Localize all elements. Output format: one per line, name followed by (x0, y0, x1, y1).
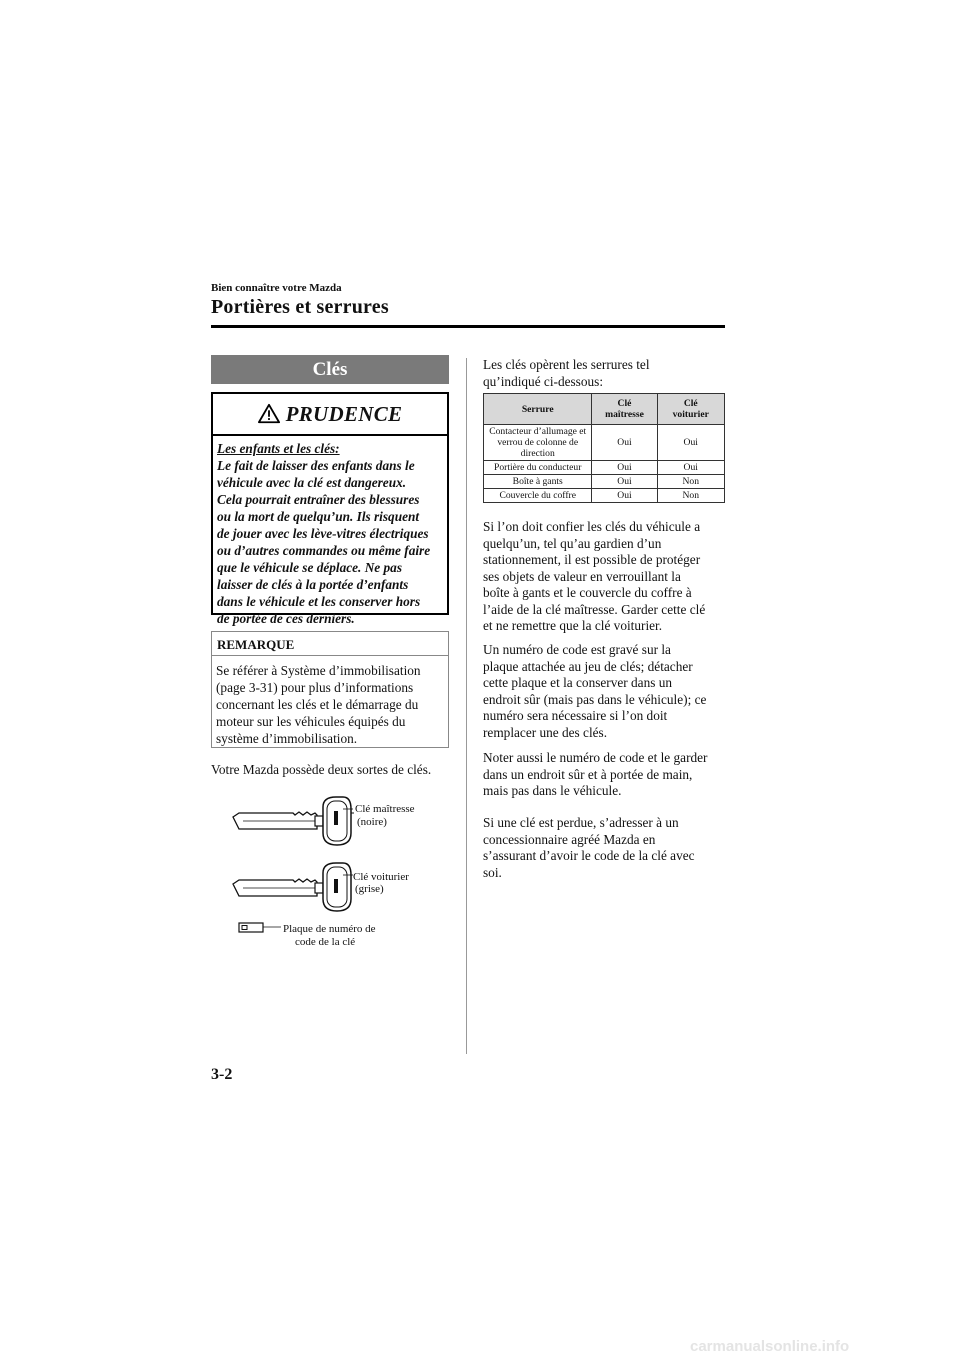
code-plate-label: Plaque de numéro de (283, 923, 376, 935)
note-box (211, 631, 449, 748)
caution-line: Le fait de laisser des enfants dans le (217, 458, 415, 473)
code-plate-icon (239, 923, 263, 932)
table-header (484, 394, 592, 425)
valet-key-label: Clé voiturier (353, 871, 409, 883)
note-text (212, 656, 448, 747)
watermark: carmanualsonline.info (690, 1338, 850, 1355)
caution-line: dans le véhicule et les conserver hors (217, 594, 421, 609)
note-title: REMARQUE (212, 632, 448, 656)
breadcrumb: Bien connaître votre Mazda (211, 282, 342, 294)
table-row (484, 489, 725, 503)
caution-line: de jouer avec les lève-vitres électriques (217, 526, 429, 541)
caution-heading: Les enfants et les clés: (217, 441, 340, 456)
note-line: système d’immobilisation. (216, 731, 358, 746)
table-cell: Oui (657, 425, 725, 461)
valet-key-color: (grise) (355, 883, 384, 895)
paragraph-line: ses objets de valeur en verrouillant la (483, 568, 681, 584)
table-intro (483, 357, 728, 390)
section-title: Clés (211, 355, 449, 384)
paragraph-line: quelqu’un, tel qu’au gardien d’un (483, 535, 662, 551)
master-key-color: (noire) (357, 816, 387, 828)
caution-label: PRUDENCE (285, 401, 403, 426)
paragraph-line: et ne remettre que la clé voiturier. (483, 618, 663, 633)
paragraph-line: s’assurant d’avoir le code de la clé avec (483, 848, 695, 863)
header-rule (211, 325, 725, 328)
paragraph-valet (483, 519, 728, 635)
caution-box (211, 392, 449, 626)
caution-text (213, 436, 447, 627)
table-intro-line: Les clés opèrent les serrures tel (483, 357, 650, 372)
paragraph-line: remplacer une des clés. (483, 724, 608, 740)
valet-key-icon (233, 863, 351, 911)
note-line: concernant les clés et le démarrage du (216, 697, 419, 712)
header-text: voiturier (672, 409, 709, 420)
table-cell: Non (657, 489, 725, 503)
header-text: Serrure (521, 403, 554, 415)
paragraph-line: soi. (483, 864, 502, 880)
table-cell: Oui (592, 425, 657, 461)
caution-line: que le véhicule se déplace. Ne pas (217, 560, 402, 575)
keys-illustration (211, 787, 451, 959)
table-cell: Oui (592, 461, 657, 475)
table-cell: Non (657, 475, 725, 489)
paragraph-line: concessionnaire agréé Mazda en (483, 831, 656, 847)
table-cell: Oui (657, 461, 725, 475)
table-intro-line: qu’indiqué ci-dessous: (483, 373, 604, 389)
cell-text: verrou de colonne de (497, 437, 579, 448)
paragraph-code-number (483, 642, 728, 741)
paragraph-line: Si l’on doit confier les clés du véhicule a (483, 519, 701, 534)
master-key-icon (233, 797, 354, 845)
paragraph-line: mais pas dans le véhicule. (483, 783, 622, 798)
caution-line: de portée de ces derniers. (217, 611, 355, 626)
note-line: Se référer à Système d’immobilisation (216, 663, 421, 678)
table-header (592, 394, 657, 425)
code-plate-label-2: code de la clé (295, 936, 356, 948)
paragraph-line: boîte à gants et le couvercle du coffre à (483, 585, 692, 600)
caution-line: ou la mort de quelqu’un. Ils risquent (217, 509, 420, 524)
note-line: (page 3-31) pour plus d’informations (216, 680, 414, 695)
table-header (657, 394, 725, 425)
paragraph-line: Noter aussi le numéro de code et le garder (483, 750, 708, 765)
paragraph-line: cette plaque et la conserver dans un (483, 675, 673, 690)
header-text: maîtresse (605, 409, 644, 420)
page-title: Portières et serrures (211, 296, 389, 318)
table-row (484, 475, 725, 489)
paragraph-line: endroit sûr (mais pas dans le véhicule); ce (483, 691, 707, 707)
paragraph-note-code (483, 750, 728, 800)
header-text: Clé (683, 398, 698, 409)
caution-line: Cela pourrait entraîner des blessures (217, 492, 420, 507)
table-cell: Oui (592, 489, 657, 503)
table-cell: Boîte à gants (484, 475, 592, 489)
header-text: Clé (617, 398, 632, 409)
table-cell: Couvercle du coffre (484, 489, 592, 503)
warning-triangle-icon (258, 403, 280, 425)
lock-table (483, 393, 725, 503)
table-header-row (484, 394, 725, 425)
paragraph-line: l’aide de la clé maîtresse. Garder cette clé (483, 601, 706, 617)
master-key-label: Clé maîtresse (355, 803, 415, 815)
paragraph-line: numéro sera nécessaire si l’on doit (483, 708, 668, 723)
table-cell: Portière du conducteur (484, 461, 592, 475)
cell-text: Contacteur d’allumage et (489, 426, 587, 437)
caution-line: laisser de clés à la portée d’enfants (217, 577, 409, 592)
paragraph-line: Si une clé est perdue, s’adresser à un (483, 815, 679, 830)
paragraph-line: plaque attachée au jeu de clés; détacher (483, 658, 693, 674)
caution-header (213, 394, 447, 436)
paragraph-line: Un numéro de code est gravé sur la (483, 642, 671, 657)
paragraph-line: stationnement, il est possible de protéger (483, 552, 701, 567)
table-row (484, 461, 725, 475)
column-divider (466, 358, 467, 1054)
paragraph-line: dans un endroit sûr et à portée de main, (483, 766, 693, 782)
paragraph-lost-key (483, 815, 728, 881)
table-cell: Oui (592, 475, 657, 489)
note-line: moteur sur les véhicules équipés du (216, 714, 406, 729)
caution-line: véhicule avec la clé est dangereux. (217, 475, 407, 490)
caution-line: ou d’autres commandes ou même faire (217, 543, 431, 558)
cell-text: direction (520, 448, 555, 459)
table-row (484, 425, 725, 461)
intro-text: Votre Mazda possède deux sortes de clés. (211, 762, 432, 777)
page-number: 3-2 (211, 1066, 233, 1083)
table-cell (484, 425, 592, 461)
